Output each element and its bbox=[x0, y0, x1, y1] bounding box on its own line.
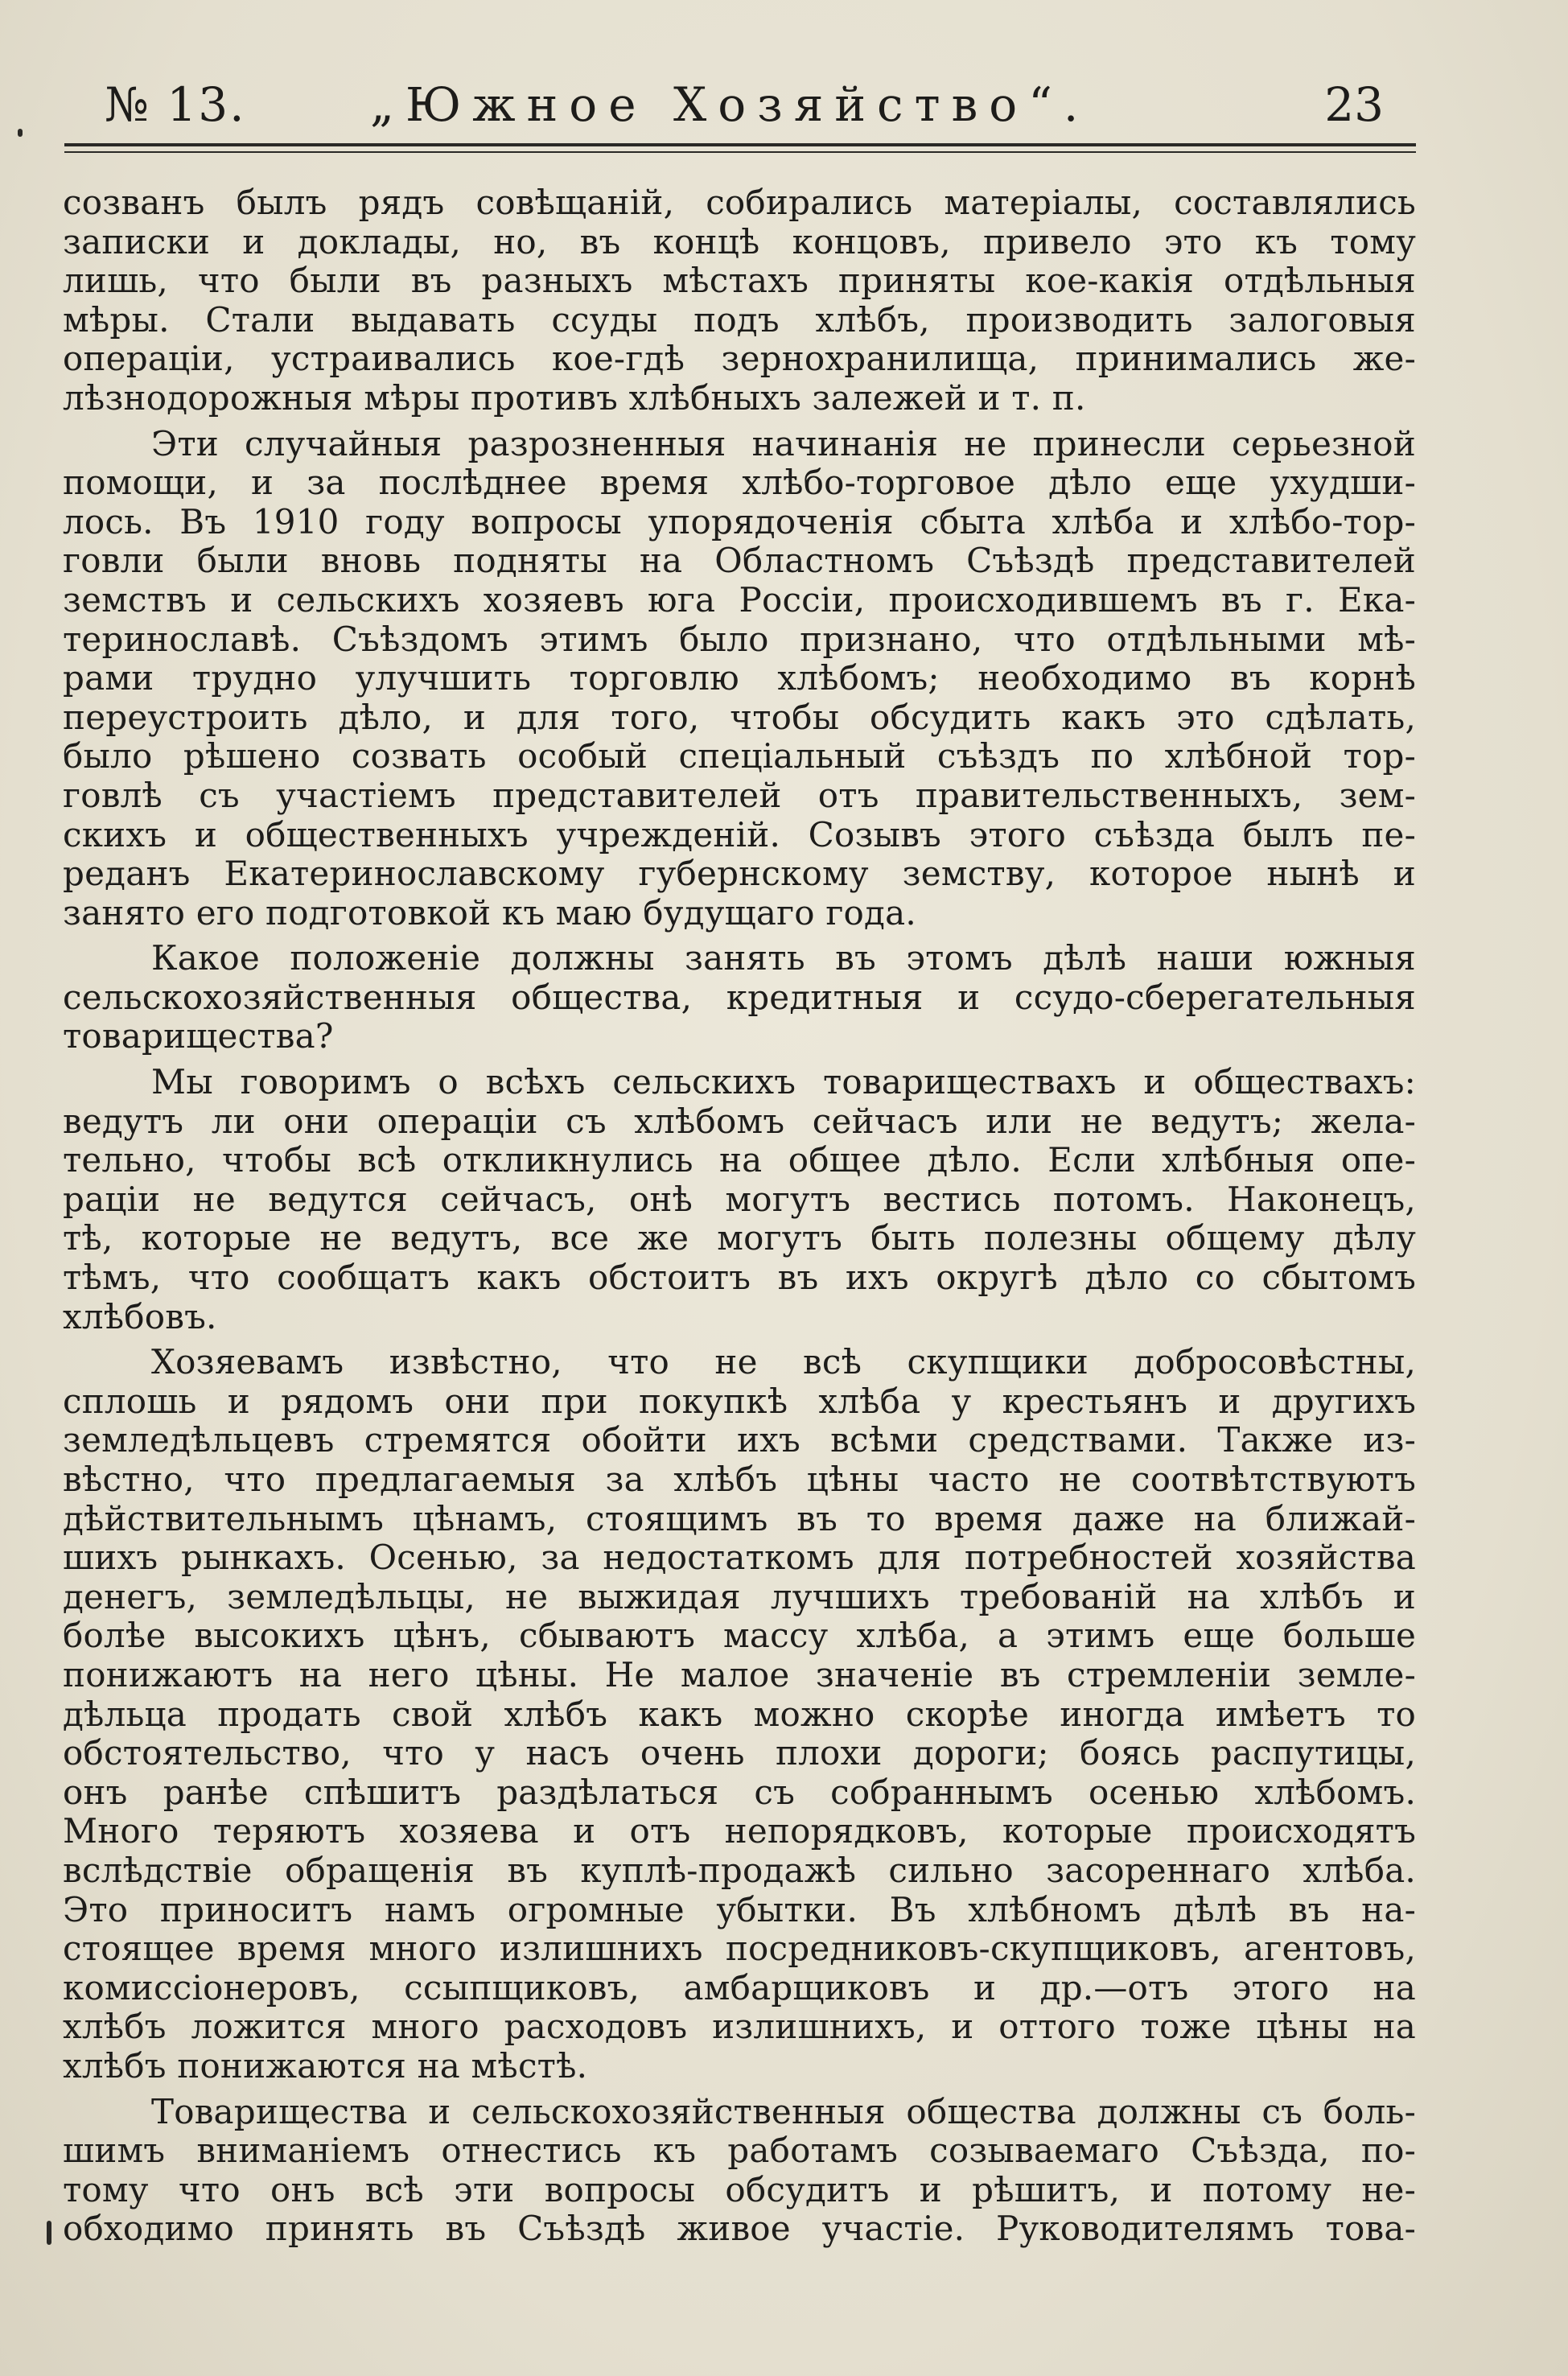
text-line: занято его подготовкой къ маю будущаго года. bbox=[63, 893, 916, 933]
text-line: тѣмъ, что сообщатъ какъ обстоитъ въ ихъ округѣ дѣло со сбытомъ bbox=[63, 1258, 1416, 1298]
margin-mark bbox=[47, 2221, 51, 2245]
text-line: дѣльца продать свой хлѣбъ какъ можно скорѣе иногда имѣетъ то bbox=[63, 1694, 1416, 1734]
text-line: Какое положеніе должны занять въ этомъ дѣлѣ наши южныя bbox=[151, 939, 1416, 978]
text-line: Много теряютъ хозяева и отъ непорядковъ, которые происходятъ bbox=[63, 1812, 1416, 1851]
text-line: говлѣ съ участіемъ представителей отъ правительственныхъ, зем- bbox=[63, 776, 1416, 815]
paragraph-gap bbox=[63, 1336, 1416, 1343]
text-line: ведутъ ли они операціи съ хлѣбомъ сейчасъ или не ведутъ; жела- bbox=[63, 1102, 1416, 1141]
text-line: денегъ, земледѣльцы, не выжидая лучшихъ требованій на хлѣбъ и bbox=[63, 1577, 1416, 1616]
article-body bbox=[63, 183, 1416, 2249]
text-line: сельскохозяйственныя общества, кредитныя и ссудо-сберегательныя bbox=[63, 978, 1416, 1017]
paragraph-gap bbox=[63, 933, 1416, 939]
text-line: теринославѣ. Съѣздомъ этимъ было признано, что отдѣльными мѣ- bbox=[63, 620, 1416, 659]
text-line: шимъ вниманіемъ отнестись къ работамъ созываемаго Съѣзда, по- bbox=[63, 2131, 1416, 2171]
text-line: стоящее время много излишнихъ посредниковъ-скупщиковъ, агентовъ, bbox=[63, 1929, 1416, 1969]
text-line: сплошь и рядомъ они при покупкѣ хлѣба у крестьянъ и другихъ bbox=[63, 1382, 1416, 1421]
text-line: записки и доклады, но, въ концѣ концовъ, привело это къ тому bbox=[63, 222, 1416, 261]
text-line: Хозяевамъ извѣстно, что не всѣ скупщики добросовѣстны, bbox=[151, 1343, 1416, 1382]
text-line: дѣйствительнымъ цѣнамъ, стоящимъ въ то время даже на ближай- bbox=[63, 1499, 1416, 1538]
text-line: комиссіонеровъ, ссыпщиковъ, амбарщиковъ и др.—отъ этого на bbox=[63, 1968, 1416, 2007]
header-rule-thin bbox=[64, 151, 1416, 153]
page-number: 23 bbox=[1324, 77, 1384, 132]
text-line: было рѣшено созвать особый спеціальный съѣздъ по хлѣбной тор- bbox=[63, 737, 1416, 776]
issue-number: № 13. bbox=[105, 77, 246, 132]
text-line: понижаютъ на него цѣны. Не малое значеніе въ стремленіи земле- bbox=[63, 1655, 1416, 1694]
paragraph-gap bbox=[63, 1056, 1416, 1063]
text-line: Мы говоримъ о всѣхъ сельскихъ товариществахъ и обществахъ: bbox=[151, 1063, 1416, 1102]
text-line: созванъ былъ рядъ совѣщаній, собирались матеріалы, составлялись bbox=[63, 183, 1416, 222]
text-line: тѣ, которые не ведутъ, все же могутъ быть полезны общему дѣлу bbox=[63, 1219, 1416, 1258]
text-line: обстоятельство, что у насъ очень плохи дороги; боясь распутицы, bbox=[63, 1734, 1416, 1773]
text-line: земледѣльцевъ стремятся обойти ихъ всѣми средствами. Также из- bbox=[63, 1421, 1416, 1460]
text-line: хлѣбъ ложится много расходовъ излишнихъ, и оттого тоже цѣны на bbox=[63, 2007, 1416, 2047]
text-line: переустроить дѣло, и для того, чтобы обсудить какъ это сдѣлать, bbox=[63, 698, 1416, 737]
text-line: хлѣбовъ. bbox=[63, 1297, 217, 1336]
text-line: реданъ Екатеринославскому губернскому земству, которое нынѣ и bbox=[63, 854, 1416, 894]
text-line: Это приноситъ намъ огромные убытки. Въ хлѣбномъ дѣлѣ въ на- bbox=[63, 1890, 1416, 1929]
text-line: тому что онъ всѣ эти вопросы обсудитъ и рѣшитъ, и потому не- bbox=[63, 2170, 1416, 2209]
text-line: болѣе высокихъ цѣнъ, сбываютъ массу хлѣба, а этимъ еще больше bbox=[63, 1616, 1416, 1656]
margin-mark bbox=[18, 129, 23, 137]
text-line: вслѣдствіе обращенія въ куплѣ-продажѣ сильно засореннаго хлѣба. bbox=[63, 1851, 1416, 1890]
paragraph bbox=[63, 939, 1416, 1056]
text-line: лишь, что были въ разныхъ мѣстахъ приняты кое-какія отдѣльныя bbox=[63, 261, 1416, 301]
text-line: скихъ и общественныхъ учрежденій. Созывъ этого съѣзда былъ пе- bbox=[63, 815, 1416, 854]
text-line: тельно, чтобы всѣ откликнулись на общее дѣло. Если хлѣбныя опе- bbox=[63, 1141, 1416, 1180]
text-line: хлѣбъ понижаются на мѣстѣ. bbox=[63, 2046, 588, 2086]
text-line: операціи, устраивались кое-гдѣ зернохранилища, принимались же- bbox=[63, 340, 1416, 379]
text-line: вѣстно, что предлагаемыя за хлѣбъ цѣны часто не соотвѣтствуютъ bbox=[63, 1460, 1416, 1499]
text-line: раціи не ведутся сейчасъ, онѣ могутъ вестись потомъ. Наконецъ, bbox=[63, 1180, 1416, 1219]
text-line: рами трудно улучшить торговлю хлѣбомъ; необходимо въ корнѣ bbox=[63, 659, 1416, 698]
text-line: Товарищества и сельскохозяйственныя общества должны съ боль- bbox=[151, 2092, 1416, 2131]
text-line: онъ ранѣе спѣшитъ раздѣлаться съ собраннымъ осенью хлѣбомъ. bbox=[63, 1773, 1416, 1812]
paragraph bbox=[63, 1343, 1416, 2086]
running-header bbox=[64, 77, 1416, 150]
paragraph-gap bbox=[63, 2086, 1416, 2093]
paragraph bbox=[63, 183, 1416, 418]
journal-title: „Южное Хозяйство“. bbox=[370, 77, 1090, 132]
text-line: мѣры. Стали выдавать ссуды подъ хлѣбъ, производить залоговыя bbox=[63, 300, 1416, 340]
text-line: товарищества? bbox=[63, 1017, 334, 1056]
header-rule bbox=[64, 143, 1416, 146]
text-line: говли были вновь подняты на Областномъ Съѣздѣ представителей bbox=[63, 541, 1416, 581]
text-line: лѣзнодорожныя мѣры противъ хлѣбныхъ залежей и т. п. bbox=[63, 378, 1086, 418]
paragraph bbox=[63, 2093, 1416, 2249]
text-line: помощи, и за послѣднее время хлѣбо-торговое дѣло еще ухудши- bbox=[63, 463, 1416, 503]
text-line: земствъ и сельскихъ хозяевъ юга Россіи, происходившемъ въ г. Ека- bbox=[63, 580, 1416, 620]
text-line: обходимо принять въ Съѣздѣ живое участіе. Руководителямъ това- bbox=[63, 2209, 1416, 2249]
paragraph bbox=[63, 425, 1416, 933]
text-line: Эти случайныя разрозненныя начинанія не принесли серьезной bbox=[151, 424, 1416, 463]
text-line: лось. Въ 1910 году вопросы упорядоченія сбыта хлѣба и хлѣбо-тор- bbox=[63, 502, 1416, 541]
paragraph-gap bbox=[63, 418, 1416, 425]
paragraph bbox=[63, 1063, 1416, 1336]
text-line: шихъ рынкахъ. Осенью, за недостаткомъ для потребностей хозяйства bbox=[63, 1538, 1416, 1578]
